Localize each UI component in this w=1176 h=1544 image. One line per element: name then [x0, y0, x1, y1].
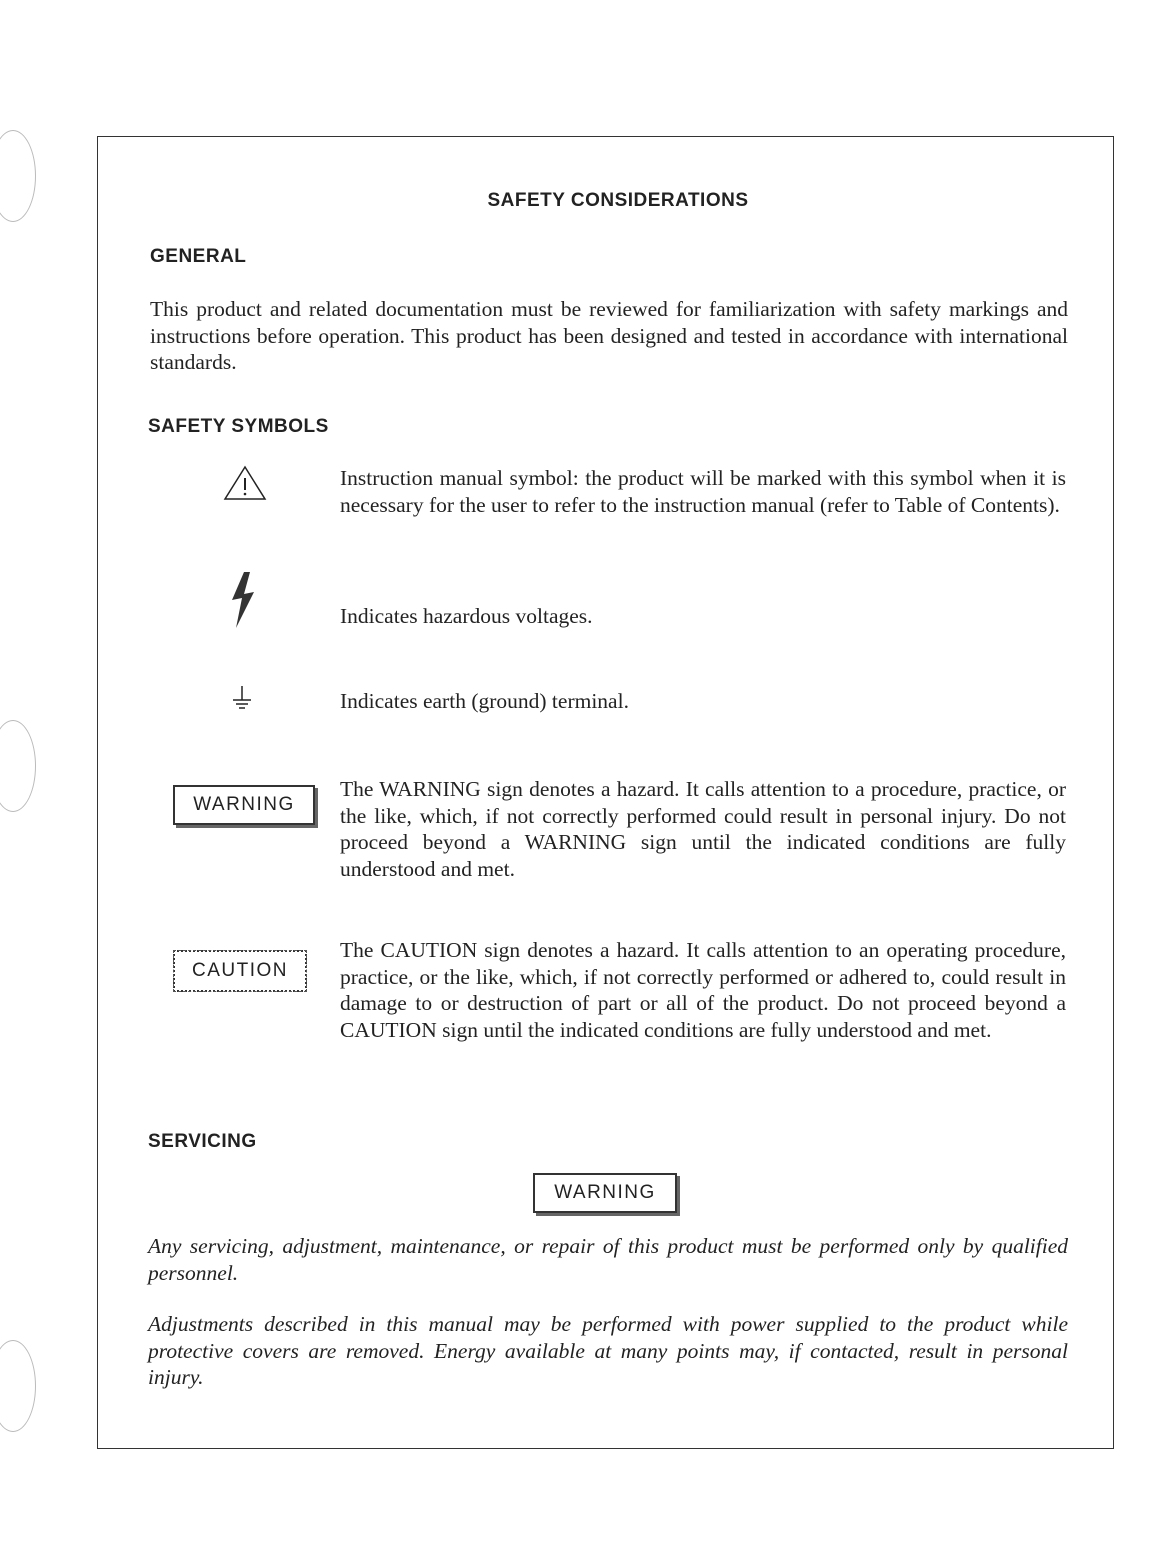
- symbol-description: The CAUTION sign denotes a hazard. It calls attention to an operating procedure, practice, or the like, which, if not correctly performed or adhered to, could result in damage to or destruction of part or all of the product. Do not proceed beyond a CAUTION sign until the indicated conditions are fully understood and met.: [340, 938, 1066, 1042]
- general-paragraph: This product and related documentation must be reviewed for familiarization with safety markings and instructions before operation. This product has been designed and tested in accordance with international standards.: [150, 297, 1068, 374]
- caution-sign: CAUTION: [173, 950, 307, 992]
- section-heading-general: GENERAL: [150, 246, 247, 267]
- symbol-description: Indicates earth (ground) terminal.: [340, 689, 629, 713]
- servicing-paragraph: Adjustments described in this manual may be performed with power supplied to the product while protective covers are removed. Energy available at many points may, if contacted, result in personal injury.: [148, 1312, 1068, 1389]
- page-title: SAFETY CONSIDERATIONS: [487, 190, 749, 211]
- warning-sign: WARNING: [173, 785, 315, 825]
- binder-hole: [0, 1340, 36, 1432]
- warning-sign: WARNING: [533, 1173, 677, 1213]
- servicing-paragraph: Any servicing, adjustment, maintenance, or repair of this product must be performed only by qualified personnel.: [148, 1234, 1068, 1285]
- symbol-description: The WARNING sign denotes a hazard. It calls attention to a procedure, practice, or the like, which, if not correctly performed could result in personal injury. Do not proceed beyond a WARNING sign until the indicated conditions are fully understood and met.: [340, 777, 1066, 881]
- section-heading-servicing: SERVICING: [148, 1131, 257, 1152]
- binder-hole: [0, 720, 36, 812]
- symbol-description: Instruction manual symbol: the product will be marked with this symbol when it is necessary for the user to refer to the instruction manual (refer to Table of Contents).: [340, 466, 1066, 517]
- lightning-bolt-icon: [228, 570, 260, 634]
- ground-icon: [230, 684, 254, 712]
- symbol-description: Indicates hazardous voltages.: [340, 604, 593, 628]
- section-heading-safety-symbols: SAFETY SYMBOLS: [148, 416, 329, 437]
- warning-triangle-icon: [222, 464, 268, 502]
